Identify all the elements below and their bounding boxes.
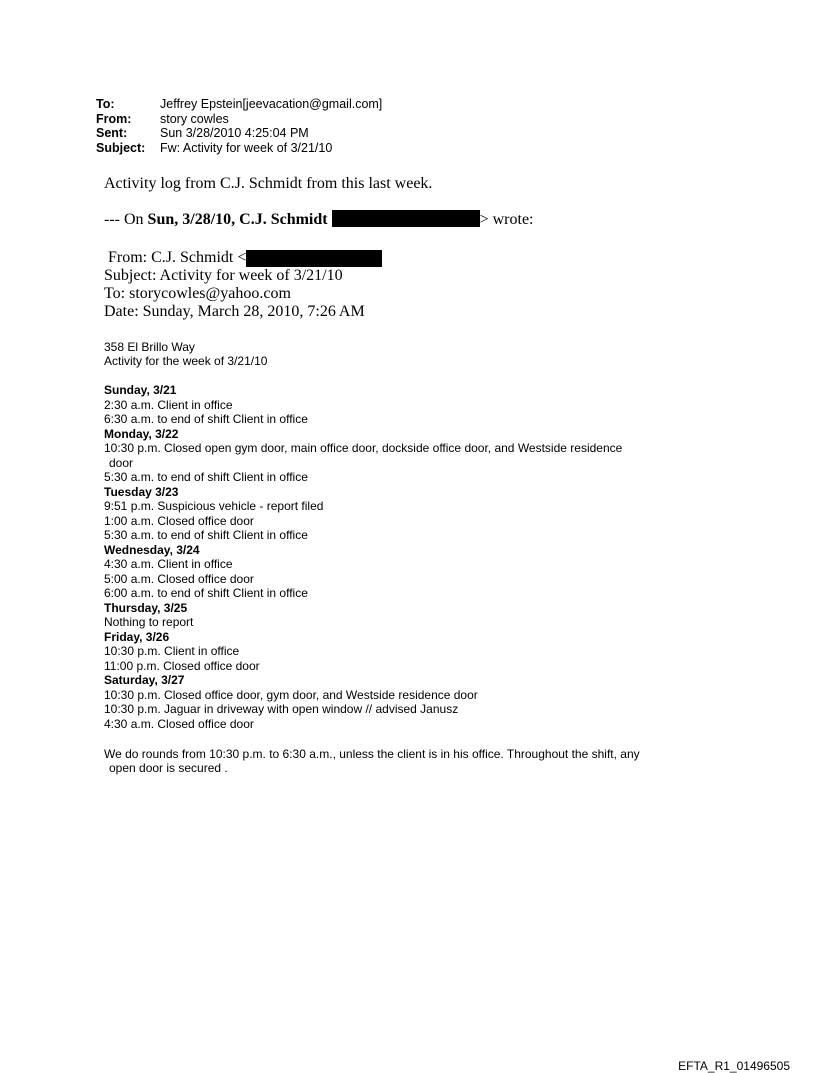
wrote-suffix: > wrote: bbox=[479, 211, 534, 228]
redaction-bar bbox=[246, 250, 382, 267]
from-value: story cowles bbox=[160, 111, 229, 126]
day-heading: Sunday, 3/21 bbox=[104, 383, 177, 397]
day-heading: Saturday, 3/27 bbox=[104, 673, 185, 687]
log-entry: 6:30 a.m. to end of shift Client in office bbox=[104, 412, 308, 426]
activity-log bbox=[104, 383, 622, 731]
wrote-sender: Sun, 3/28/10, C.J. Schmidt bbox=[147, 211, 332, 228]
fwd-subject: Subject: Activity for week of 3/21/10 bbox=[104, 267, 343, 284]
log-entry: 5:00 a.m. Closed office door bbox=[104, 571, 254, 586]
activity-title: Activity for the week of 3/21/10 bbox=[104, 354, 268, 368]
log-entry: 4:30 a.m. Client in office bbox=[104, 557, 233, 571]
wrote-line bbox=[104, 210, 534, 229]
intro-text: Activity log from C.J. Schmidt from this last week. bbox=[104, 175, 433, 192]
wrote-prefix: --- On bbox=[104, 211, 148, 228]
redaction-bar bbox=[332, 210, 480, 227]
log-entry: 11:00 p.m. Closed office door bbox=[104, 658, 260, 673]
sent-value: Sun 3/28/2010 4:25:04 PM bbox=[160, 126, 309, 140]
sent-row bbox=[96, 126, 382, 141]
fwd-date: Date: Sunday, March 28, 2010, 7:26 AM bbox=[104, 303, 365, 320]
log-entry: 5:30 a.m. to end of shift Client in office bbox=[104, 470, 308, 484]
log-entry: 4:30 a.m. Closed office door bbox=[104, 716, 254, 731]
address: 358 El Brillo Way bbox=[104, 340, 195, 354]
log-entry: 10:30 p.m. Closed office door, gym door, and Westside residence door bbox=[104, 687, 478, 702]
day-heading: Thursday, 3/25 bbox=[104, 600, 188, 615]
to-row bbox=[96, 97, 382, 112]
from-row bbox=[96, 112, 382, 127]
log-entry: 1:00 a.m. Closed office door bbox=[104, 513, 254, 528]
day-heading: Monday, 3/22 bbox=[104, 426, 179, 441]
document-id: EFTA_R1_01496505 bbox=[678, 1059, 790, 1073]
from-label: From: bbox=[96, 111, 132, 126]
day-heading: Tuesday 3/23 bbox=[104, 484, 179, 499]
log-entry: 9:51 p.m. Suspicious vehicle - report filed bbox=[104, 499, 324, 513]
to-label: To: bbox=[96, 97, 115, 111]
closing-line-1: We do rounds from 10:30 p.m. to 6:30 a.m., unless the client is in his office. Throughout the shift, any bbox=[104, 747, 640, 761]
log-entry: 2:30 a.m. Client in office bbox=[104, 397, 233, 412]
day-heading: Wednesday, 3/24 bbox=[104, 542, 200, 557]
subject-label: Subject: bbox=[96, 140, 146, 155]
sent-label: Sent: bbox=[96, 126, 128, 140]
to-value: Jeffrey Epstein[jeevacation@gmail.com] bbox=[160, 97, 383, 111]
log-entry: Nothing to report bbox=[104, 615, 194, 629]
subject-row bbox=[96, 141, 382, 156]
closing-line-2: open door is secured . bbox=[109, 761, 228, 775]
email-header bbox=[96, 97, 382, 155]
log-entry: 5:30 a.m. to end of shift Client in office bbox=[104, 528, 308, 542]
fwd-to: To: storycowles@yahoo.com bbox=[104, 285, 291, 302]
log-entry: 10:30 p.m. Client in office bbox=[104, 644, 240, 658]
subject-value: Fw: Activity for week of 3/21/10 bbox=[160, 140, 333, 155]
log-entry-continued: door bbox=[109, 455, 134, 470]
fwd-from-text: From: C.J. Schmidt < bbox=[108, 249, 247, 266]
day-heading: Friday, 3/26 bbox=[104, 629, 170, 644]
log-entry: 10:30 p.m. Jaguar in driveway with open window // advised Janusz bbox=[104, 702, 459, 716]
fwd-from bbox=[108, 249, 382, 267]
log-entry: 10:30 p.m. Closed open gym door, main office door, dockside office door, and Westside residence bbox=[104, 441, 623, 455]
log-entry: 6:00 a.m. to end of shift Client in office bbox=[104, 586, 308, 600]
